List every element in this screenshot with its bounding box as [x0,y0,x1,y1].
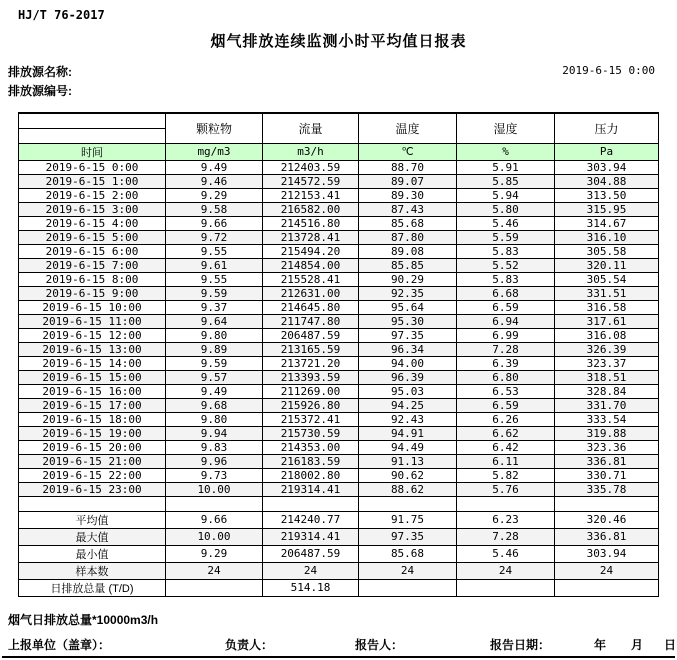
value-cell: 5.80 [457,202,555,216]
value-cell: 90.29 [359,272,457,286]
value-cell: 9.37 [166,300,263,314]
unit-header-row [19,143,659,160]
time-cell: 2019-6-15 10:00 [19,300,166,314]
parameter-header-row [19,113,659,128]
page-title: 烟气排放连续监测小时平均值日报表 [210,33,467,50]
value-cell: 87.80 [359,230,457,244]
summary-row [19,579,659,596]
summary-value-cell: 10.00 [166,528,263,545]
time-cell: 2019-6-15 2:00 [19,188,166,202]
time-cell: 2019-6-15 12:00 [19,328,166,342]
value-cell: 9.29 [166,188,263,202]
table-row [19,174,659,188]
value-cell: 9.57 [166,370,263,384]
value-cell: 213721.20 [263,356,359,370]
value-cell: 94.49 [359,440,457,454]
time-cell: 2019-6-15 20:00 [19,440,166,454]
reporter-label: 报告人： [355,638,404,652]
table-row [19,328,659,342]
value-cell: 6.62 [457,426,555,440]
value-cell: 9.80 [166,412,263,426]
value-cell: 320.11 [555,258,659,272]
value-cell: 214353.00 [263,440,359,454]
value-cell: 316.08 [555,328,659,342]
value-cell: 213728.41 [263,230,359,244]
column-unit: ℃ [359,143,457,160]
column-unit: Pa [555,143,659,160]
value-cell: 212403.59 [263,160,359,174]
summary-value-cell: 24 [457,562,555,579]
summary-value-cell: 206487.59 [263,545,359,562]
value-cell: 5.46 [457,216,555,230]
summary-value-cell: 24 [555,562,659,579]
value-cell: 328.84 [555,384,659,398]
day-label: 日 [664,638,677,652]
summary-value-cell: 303.94 [555,545,659,562]
time-cell: 2019-6-15 17:00 [19,398,166,412]
source-name-label: 排放源名称: [8,65,72,79]
value-cell: 95.30 [359,314,457,328]
value-cell: 315.95 [555,202,659,216]
value-cell: 9.80 [166,328,263,342]
value-cell: 9.58 [166,202,263,216]
time-cell: 2019-6-15 5:00 [19,230,166,244]
table-row [19,216,659,230]
value-cell: 87.43 [359,202,457,216]
value-cell: 88.62 [359,482,457,496]
value-cell: 88.70 [359,160,457,174]
value-cell: 303.94 [555,160,659,174]
value-cell: 85.68 [359,216,457,230]
value-cell: 95.03 [359,384,457,398]
value-cell: 97.35 [359,328,457,342]
value-cell: 319.88 [555,426,659,440]
summary-label-cell: 日排放总量 (T/D) [19,579,166,596]
table-row [19,272,659,286]
value-cell: 5.52 [457,258,555,272]
value-cell: 214572.59 [263,174,359,188]
table-row [19,468,659,482]
value-cell: 5.85 [457,174,555,188]
value-cell: 333.54 [555,412,659,426]
value-cell: 85.85 [359,258,457,272]
table-row [19,314,659,328]
summary-value-cell: 320.46 [555,511,659,528]
value-cell: 212631.00 [263,286,359,300]
value-cell: 95.64 [359,300,457,314]
summary-value-cell: 24 [166,562,263,579]
table-row [19,258,659,272]
summary-value-cell: 214240.77 [263,511,359,528]
column-header: 温度 [359,113,457,143]
value-cell: 6.80 [457,370,555,384]
value-cell: 314.67 [555,216,659,230]
summary-label-cell: 平均值 [19,511,166,528]
value-cell: 305.54 [555,272,659,286]
spacer-body [19,496,659,511]
value-cell: 206487.59 [263,328,359,342]
value-cell: 214854.00 [263,258,359,272]
value-cell: 6.68 [457,286,555,300]
summary-value-cell: 219314.41 [263,528,359,545]
summary-value-cell: 514.18 [263,579,359,596]
time-cell: 2019-6-15 8:00 [19,272,166,286]
corner-cell-bottom [19,128,166,143]
value-cell: 9.55 [166,272,263,286]
summary-value-cell: 24 [263,562,359,579]
year-label: 年 [594,638,607,652]
value-cell: 331.70 [555,398,659,412]
summary-value-cell [166,579,263,596]
value-cell: 9.72 [166,230,263,244]
time-cell: 2019-6-15 7:00 [19,258,166,272]
time-cell: 2019-6-15 9:00 [19,286,166,300]
value-cell: 6.42 [457,440,555,454]
summary-value-cell [359,579,457,596]
summary-value-cell: 5.46 [457,545,555,562]
value-cell: 326.39 [555,342,659,356]
value-cell: 89.08 [359,244,457,258]
column-header: 压力 [555,113,659,143]
value-cell: 323.37 [555,356,659,370]
value-cell: 323.36 [555,440,659,454]
table-row [19,188,659,202]
value-cell: 6.59 [457,398,555,412]
value-cell: 216183.59 [263,454,359,468]
summary-label-cell: 样本数 [19,562,166,579]
value-cell: 6.94 [457,314,555,328]
value-cell: 304.88 [555,174,659,188]
value-cell: 216582.00 [263,202,359,216]
summary-label-cell: 最小值 [19,545,166,562]
value-cell: 305.58 [555,244,659,258]
summary-body [19,511,659,596]
value-cell: 6.59 [457,300,555,314]
summary-value-cell: 91.75 [359,511,457,528]
summary-value-cell: 97.35 [359,528,457,545]
month-label: 月 [631,638,644,652]
summary-row [19,545,659,562]
table-row [19,300,659,314]
value-cell: 215730.59 [263,426,359,440]
table-row [19,370,659,384]
value-cell: 7.28 [457,342,555,356]
table-row [19,454,659,468]
summary-value-cell: 85.68 [359,545,457,562]
responsible-label: 负责人： [225,638,274,652]
time-cell: 2019-6-15 3:00 [19,202,166,216]
value-cell: 9.66 [166,216,263,230]
time-cell: 2019-6-15 23:00 [19,482,166,496]
column-header: 颗粒物 [166,113,263,143]
value-cell: 219314.41 [263,482,359,496]
column-unit: % [457,143,555,160]
time-cell: 2019-6-15 16:00 [19,384,166,398]
value-cell: 6.53 [457,384,555,398]
summary-value-cell: 9.29 [166,545,263,562]
summary-row [19,511,659,528]
summary-value-cell: 336.81 [555,528,659,545]
value-cell: 9.49 [166,384,263,398]
table-row [19,482,659,496]
value-cell: 92.43 [359,412,457,426]
value-cell: 9.96 [166,454,263,468]
value-cell: 9.94 [166,426,263,440]
value-cell: 6.26 [457,412,555,426]
source-meta [8,63,72,101]
value-cell: 215528.41 [263,272,359,286]
column-unit: mg/m3 [166,143,263,160]
value-cell: 331.51 [555,286,659,300]
value-cell: 215926.80 [263,398,359,412]
value-cell: 316.10 [555,230,659,244]
bottom-rule [2,656,675,658]
summary-value-cell: 6.23 [457,511,555,528]
value-cell: 214645.80 [263,300,359,314]
value-cell: 213393.59 [263,370,359,384]
value-cell: 313.50 [555,188,659,202]
standard-code: HJ/T 76-2017 [18,8,105,22]
value-cell: 335.78 [555,482,659,496]
value-cell: 9.61 [166,258,263,272]
report-unit-label: 上报单位（盖章）： [8,638,111,652]
value-cell: 89.30 [359,188,457,202]
value-cell: 6.99 [457,328,555,342]
value-cell: 9.46 [166,174,263,188]
value-cell: 9.59 [166,286,263,300]
time-cell: 2019-6-15 15:00 [19,370,166,384]
table-row [19,412,659,426]
value-cell: 94.91 [359,426,457,440]
summary-label-cell: 最大值 [19,528,166,545]
value-cell: 212153.41 [263,188,359,202]
value-cell: 211747.80 [263,314,359,328]
value-cell: 6.39 [457,356,555,370]
table-row [19,160,659,174]
summary-value-cell [555,579,659,596]
value-cell: 5.91 [457,160,555,174]
value-cell: 10.00 [166,482,263,496]
value-cell: 94.25 [359,398,457,412]
table-row [19,426,659,440]
value-cell: 316.58 [555,300,659,314]
time-cell: 2019-6-15 19:00 [19,426,166,440]
value-cell: 9.89 [166,342,263,356]
value-cell: 330.71 [555,468,659,482]
time-column-header: 时间 [19,143,166,160]
value-cell: 5.82 [457,468,555,482]
value-cell: 90.62 [359,468,457,482]
summary-value-cell: 9.66 [166,511,263,528]
value-cell: 218002.80 [263,468,359,482]
monitoring-table [18,112,659,597]
value-cell: 318.51 [555,370,659,384]
time-cell: 2019-6-15 18:00 [19,412,166,426]
report-date-label: 报告日期： [490,638,551,652]
value-cell: 9.55 [166,244,263,258]
table-row [19,342,659,356]
table-row [19,384,659,398]
signature-row [0,636,677,656]
value-cell: 213165.59 [263,342,359,356]
table-row [19,202,659,216]
summary-value-cell: 24 [359,562,457,579]
time-cell: 2019-6-15 14:00 [19,356,166,370]
time-cell: 2019-6-15 13:00 [19,342,166,356]
time-cell: 2019-6-15 1:00 [19,174,166,188]
value-cell: 214516.80 [263,216,359,230]
value-cell: 5.83 [457,272,555,286]
value-cell: 5.76 [457,482,555,496]
spacer-row [19,496,659,511]
value-cell: 89.07 [359,174,457,188]
value-cell: 9.49 [166,160,263,174]
total-emission-note: 烟气日排放总量*10000m3/h [8,613,159,627]
table-row [19,230,659,244]
value-cell: 92.35 [359,286,457,300]
value-cell: 336.81 [555,454,659,468]
report-datetime: 2019-6-15 0:00 [562,64,655,77]
table-row [19,398,659,412]
value-cell: 215494.20 [263,244,359,258]
column-header: 流量 [263,113,359,143]
time-cell: 2019-6-15 21:00 [19,454,166,468]
value-cell: 94.00 [359,356,457,370]
column-header: 湿度 [457,113,555,143]
table-row [19,356,659,370]
summary-row [19,562,659,579]
summary-value-cell [457,579,555,596]
table-row [19,244,659,258]
value-cell: 317.61 [555,314,659,328]
hourly-data-body [19,160,659,496]
value-cell: 9.68 [166,398,263,412]
value-cell: 9.59 [166,356,263,370]
value-cell: 5.83 [457,244,555,258]
summary-row [19,528,659,545]
value-cell: 9.83 [166,440,263,454]
value-cell: 6.11 [457,454,555,468]
value-cell: 96.34 [359,342,457,356]
value-cell: 5.59 [457,230,555,244]
summary-value-cell: 7.28 [457,528,555,545]
time-cell: 2019-6-15 4:00 [19,216,166,230]
column-unit: m3/h [263,143,359,160]
time-cell: 2019-6-15 22:00 [19,468,166,482]
value-cell: 91.13 [359,454,457,468]
time-cell: 2019-6-15 11:00 [19,314,166,328]
corner-cell-top [19,113,166,128]
value-cell: 9.64 [166,314,263,328]
source-code-label: 排放源编号: [8,84,72,98]
value-cell: 215372.41 [263,412,359,426]
time-cell: 2019-6-15 6:00 [19,244,166,258]
value-cell: 96.39 [359,370,457,384]
value-cell: 211269.00 [263,384,359,398]
value-cell: 5.94 [457,188,555,202]
time-cell: 2019-6-15 0:00 [19,160,166,174]
table-row [19,286,659,300]
value-cell: 9.73 [166,468,263,482]
table-row [19,440,659,454]
